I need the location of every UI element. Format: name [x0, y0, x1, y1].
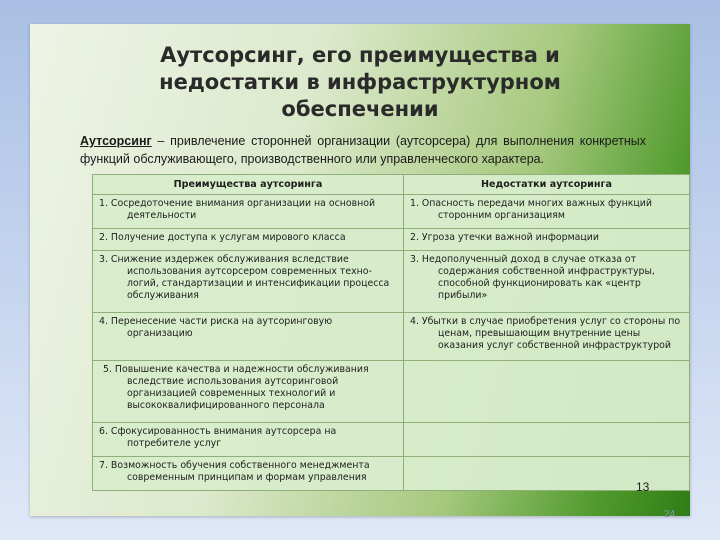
advantage-text: 4. Перенесение части риска на аутсоринговую организацию — [99, 316, 333, 339]
advantage-cell — [93, 251, 404, 313]
table-row — [93, 313, 690, 361]
disadvantage-cell — [404, 195, 690, 229]
disadvantage-cell — [404, 361, 690, 423]
advantage-cell — [93, 195, 404, 229]
slide — [30, 24, 690, 516]
definition-text: – привлечение сторонней организации (аутсорсера) для выполнения конкретных функций обслуживающего, производственного или управленческого характера. — [80, 134, 646, 166]
advantage-cell — [93, 313, 404, 361]
slide-title — [110, 42, 610, 123]
advantage-text: 3. Снижение издержек обслуживания вследствие использования аутсорсером современных техно-логий, стандартизации и интенсификации процесса обслуживания — [99, 254, 390, 301]
header-advantages: Преимущества аутсоринга — [93, 175, 404, 195]
advantage-text: 7. Возможность обучения собственного менеджмента современным принципам и формам управления — [99, 460, 370, 483]
table-row — [93, 251, 690, 313]
disadvantage-cell — [404, 229, 690, 251]
disadvantage-cell — [404, 251, 690, 313]
table-row — [93, 229, 690, 251]
advantage-text: 6. Сфокусированность внимания аутсорсера на потребителе услуг — [99, 426, 337, 449]
table-row — [93, 361, 690, 423]
advantage-cell — [93, 457, 404, 491]
definition-term: Аутсорсинг — [80, 134, 152, 148]
table-row — [93, 423, 690, 457]
title-line-2: недостатки в инфраструктурном — [159, 70, 561, 94]
disadvantage-cell — [404, 313, 690, 361]
advantage-text: 5. Повышение качества и надежности обслуживания вследствие использования аутсоринговой организацией современных технологий и высококвалифицированного персонала — [103, 364, 369, 411]
advantage-cell — [93, 361, 404, 423]
disadvantage-text: 1. Опасность передачи многих важных функций сторонним организациям — [410, 198, 652, 221]
inner-page-number: 13 — [636, 480, 650, 494]
disadvantage-text: 2. Угроза утечки важной информации — [410, 232, 599, 243]
disadvantage-cell — [404, 423, 690, 457]
title-line-1: Аутсорсинг, его преимущества и — [160, 43, 560, 67]
disadvantage-text: 4. Убытки в случае приобретения услуг со стороны по ценам, превышающим внутренние цены оказания услуг собственной инфраструктурой — [410, 316, 681, 351]
definition-paragraph — [80, 132, 646, 168]
header-disadvantages: Недостатки аутсоринга — [404, 175, 690, 195]
disadvantage-text: 3. Недополученный доход в случае отказа от содержания собственной инфраструктуры, способной функционировать как «центр прибыли» — [410, 254, 655, 301]
title-line-3: обеспечении — [281, 97, 439, 121]
table-row — [93, 195, 690, 229]
table-row — [93, 457, 690, 491]
advantage-text: 2. Получение доступа к услугам мирового класса — [99, 232, 346, 243]
comparison-table — [92, 174, 690, 491]
advantage-text: 1. Сосредоточение внимания организации на основной деятельности — [99, 198, 376, 221]
table-header-row — [93, 175, 690, 195]
advantage-cell — [93, 423, 404, 457]
advantage-cell — [93, 229, 404, 251]
slide-number: 24 — [664, 509, 676, 520]
